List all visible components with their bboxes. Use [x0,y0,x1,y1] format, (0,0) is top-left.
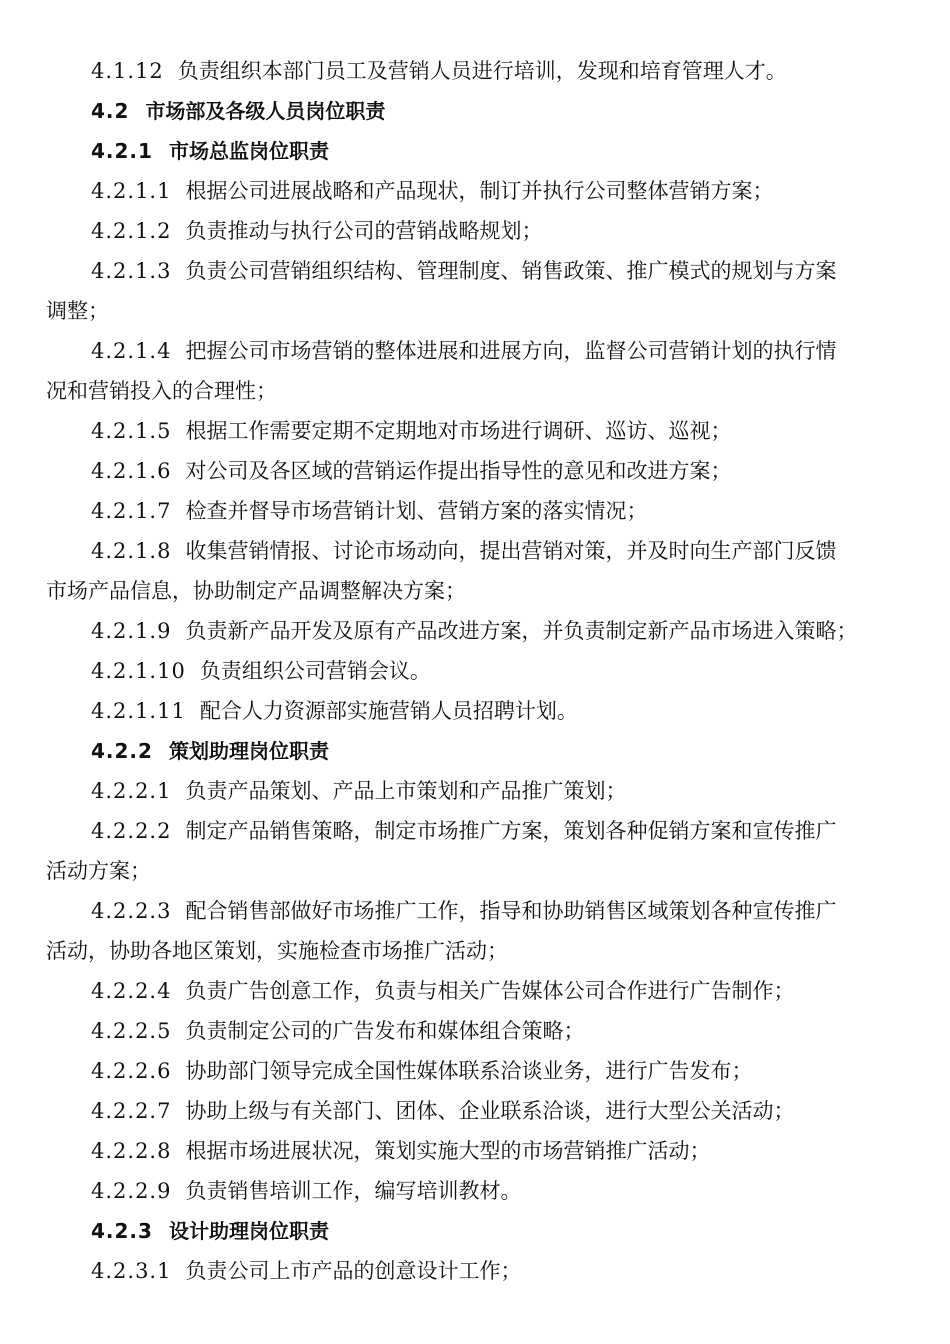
clause-text: 制定产品销售策略，制定市场推广方案，策划各种促销方案和宣传推广 [185,819,837,843]
heading-text: 设计助理岗位职责 [168,1219,329,1243]
clause-number: 4.2.2.6 [91,1059,172,1083]
clause-continuation [46,571,906,611]
clause-text: 根据工作需要定期不定期地对市场进行调研、巡访、巡视； [185,419,732,443]
section-heading [46,91,906,131]
clause-item [46,251,906,291]
clause-number: 4.2.2.4 [91,979,172,1003]
clause-text: 活动方案； [46,859,151,883]
clause-number: 4.2.1.3 [91,259,172,283]
heading-number: 4.2.2 [91,739,153,763]
clause-continuation [46,851,906,891]
clause-number: 4.2.1.1 [91,179,172,203]
clause-item [46,51,906,91]
clause-text: 活动，协助各地区策划，实施检查市场推广活动； [46,939,508,963]
clause-item [46,1171,906,1211]
heading-text: 市场部及各级人员岗位职责 [145,99,386,123]
clause-text: 把握公司市场营销的整体进展和进展方向，监督公司营销计划的执行情 [185,339,837,363]
clause-number: 4.2.2.8 [91,1139,172,1163]
clause-item [46,1091,906,1131]
clause-text: 对公司及各区域的营销运作提出指导性的意见和改进方案； [185,459,732,483]
clause-text: 协助上级与有关部门、团体、企业联系洽谈，进行大型公关活动； [185,1099,795,1123]
clause-item [46,611,906,651]
clause-item [46,451,906,491]
clause-number: 4.2.1.6 [91,459,172,483]
clause-number: 4.2.2.3 [91,899,172,923]
clause-item [46,171,906,211]
clause-text: 市场产品信息，协助制定产品调整解决方案； [46,579,466,603]
section-heading [46,731,906,771]
clause-number: 4.2.3.1 [91,1259,172,1283]
clause-text: 配合人力资源部实施营销人员招聘计划。 [199,699,578,723]
clause-number: 4.2.1.11 [91,699,186,723]
clause-text: 负责产品策划、产品上市策划和产品推广策划； [185,779,627,803]
clause-continuation [46,931,906,971]
clause-item [46,1011,906,1051]
clause-text: 根据市场进展状况，策划实施大型的市场营销推广活动； [185,1139,711,1163]
heading-number: 4.2 [91,99,130,123]
clause-number: 4.2.1.10 [91,659,186,683]
clause-number: 4.2.1.9 [91,619,172,643]
clause-item [46,411,906,451]
section-heading [46,131,906,171]
clause-item [46,331,906,371]
clause-text: 根据公司进展战略和产品现状，制订并执行公司整体营销方案； [185,179,774,203]
clause-number: 4.2.2.5 [91,1019,172,1043]
clause-number: 4.2.2.7 [91,1099,172,1123]
section-heading [46,1211,906,1251]
heading-number: 4.2.3 [91,1219,153,1243]
heading-text: 市场总监岗位职责 [168,139,329,163]
heading-number: 4.2.1 [91,139,153,163]
clause-number: 4.2.2.2 [91,819,172,843]
clause-number: 4.2.1.8 [91,539,172,563]
clause-text: 负责组织公司营销会议。 [199,659,431,683]
heading-text: 策划助理岗位职责 [168,739,329,763]
clause-item [46,211,906,251]
clause-item [46,971,906,1011]
clause-text: 况和营销投入的合理性； [46,379,277,403]
clause-text: 协助部门领导完成全国性媒体联系洽谈业务，进行广告发布； [185,1059,753,1083]
clause-text: 负责制定公司的广告发布和媒体组合策略； [185,1019,585,1043]
clause-text: 负责推动与执行公司的营销战略规划； [185,219,543,243]
clause-item [46,771,906,811]
clause-number: 4.2.1.7 [91,499,172,523]
clause-number: 4.2.2.1 [91,779,172,803]
clause-item [46,491,906,531]
clause-text: 负责广告创意工作，负责与相关广告媒体公司合作进行广告制作； [185,979,795,1003]
clause-item [46,651,906,691]
clause-text: 负责组织本部门员工及营销人员进行培训，发现和培育管理人才。 [177,59,787,83]
clause-number: 4.2.1.5 [91,419,172,443]
clause-text: 检查并督导市场营销计划、营销方案的落实情况； [185,499,648,523]
clause-text: 配合销售部做好市场推广工作，指导和协助销售区域策划各种宣传推广 [185,899,837,923]
clause-item [46,691,906,731]
clause-text: 负责销售培训工作，编写培训教材。 [185,1179,522,1203]
clause-item [46,1251,906,1291]
clause-text: 收集营销情报、讨论市场动向，提出营销对策，并及时向生产部门反馈 [185,539,837,563]
clause-text: 负责公司上市产品的创意设计工作； [185,1259,522,1283]
clause-item [46,1131,906,1171]
clause-item [46,811,906,851]
clause-continuation [46,371,906,411]
clause-number: 4.2.1.2 [91,219,172,243]
clause-number: 4.1.12 [91,59,164,83]
clause-continuation [46,291,906,331]
clause-text: 负责新产品开发及原有产品改进方案，并负责制定新产品市场进入策略； [185,619,858,643]
clause-text: 调整； [46,299,109,323]
clause-item [46,891,906,931]
clause-number: 4.2.2.9 [91,1179,172,1203]
clause-number: 4.2.1.4 [91,339,172,363]
clause-text: 负责公司营销组织结构、管理制度、销售政策、推广模式的规划与方案 [185,259,837,283]
clause-item [46,1051,906,1091]
clause-item [46,531,906,571]
